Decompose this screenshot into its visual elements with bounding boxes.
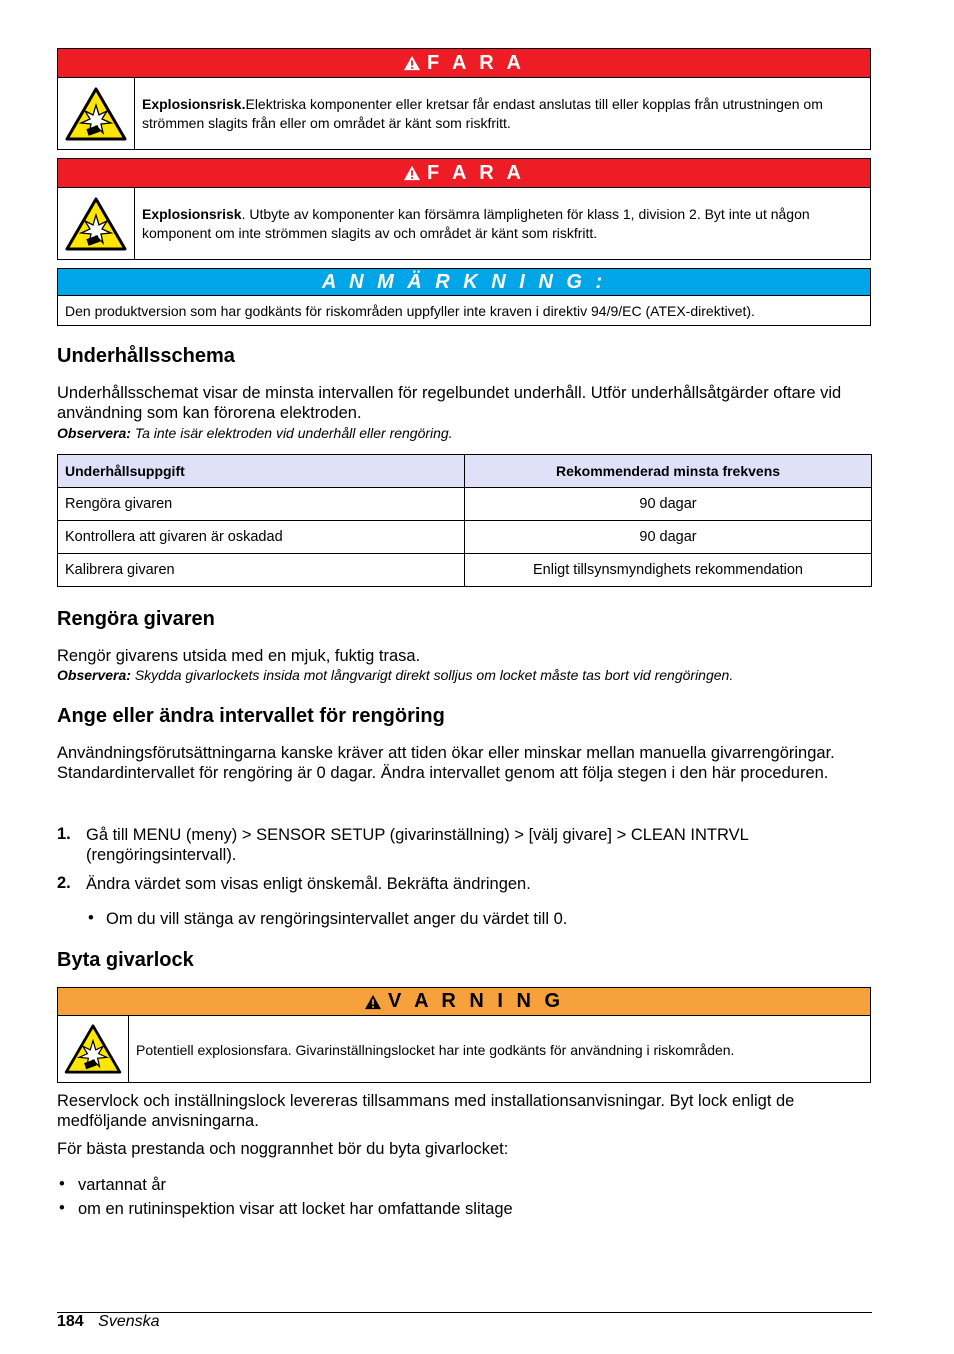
table-cell: Enligt tillsynsmyndighets rekommendation xyxy=(465,554,872,587)
danger-box-1 xyxy=(57,48,871,150)
footer xyxy=(57,1313,160,1331)
section-paragraph: Reservlock och inställningslock levereras tillsammans med installationsanvisningar. Byt lock enligt de medföljande anvisningarna. xyxy=(57,1092,795,1130)
warning-triangle-icon xyxy=(403,55,421,71)
explosion-icon-cell xyxy=(58,78,135,149)
table-row xyxy=(58,554,872,587)
table-cell: 90 dagar xyxy=(465,521,872,554)
warning-triangle-icon xyxy=(403,165,421,181)
warning-message: Potentiell explosionsfara. Givarinställningslocket har inte godkänts för användning i riskområden. xyxy=(136,1042,735,1058)
danger-header xyxy=(58,49,870,78)
notice-box xyxy=(57,268,871,326)
note-label: Observera: xyxy=(57,425,131,441)
danger-message-text: Elektriska komponenter eller kretsar får endast anslutas till eller kopplas från utrustningen om strömmen slagits från eller om området är känt som riskfritt. xyxy=(142,96,823,131)
explosion-hazard-icon xyxy=(65,197,127,251)
table-row xyxy=(58,488,872,521)
bullet-marker: • xyxy=(59,1175,65,1193)
table-header-row xyxy=(58,455,872,488)
section-note xyxy=(57,667,733,683)
section-paragraph: Användningsförutsättningarna kanske kräver att tiden ökar eller minskar mellan manuella givarrengöringar. Standardintervallet för rengöring är 0 dagar. Ändra intervallet genom att följa stegen i den här proceduren. xyxy=(57,744,835,782)
table-header-cell: Rekommenderad minsta frekvens xyxy=(465,455,872,488)
section-paragraph: Rengör givarens utsida med en mjuk, fuktig trasa. xyxy=(57,647,421,665)
danger-message-bold: Explosionsrisk xyxy=(142,206,242,222)
warning-header-label: V A R N I N G xyxy=(387,990,565,1012)
warning-triangle-icon xyxy=(364,994,382,1010)
step-text: Ändra värdet som visas enligt önskemål. Bekräfta ändringen. xyxy=(86,875,531,893)
note-text: Skydda givarlockets insida mot långvarigt direkt solljus om locket måste tas bort vid rengöringen. xyxy=(130,667,734,683)
table-header-cell: Underhållsuppgift xyxy=(58,455,465,488)
table-row xyxy=(58,521,872,554)
danger-header xyxy=(58,159,870,188)
list-item: vartannat år xyxy=(78,1176,167,1194)
note-label: Observera: xyxy=(57,667,131,683)
danger-box-2 xyxy=(57,158,871,260)
table-cell: Kalibrera givaren xyxy=(58,554,465,587)
footer-language: Svenska xyxy=(98,1313,160,1330)
notice-header xyxy=(58,269,870,296)
notice-header-label: A N M Ä R K N I N G : xyxy=(321,270,607,293)
sub-bullet-text: Om du vill stänga av rengöringsintervallet anger du värdet till 0. xyxy=(106,910,568,928)
explosion-icon-cell xyxy=(58,188,135,259)
section-note xyxy=(57,425,453,441)
danger-message xyxy=(142,95,862,133)
section-title-underhallsschema: Underhållsschema xyxy=(57,345,235,367)
section-paragraph: Underhållsschemat visar de minsta intervallen för regelbundet underhåll. Utför underhållsåtgärder oftare vid användning som kan förorena elektroden. xyxy=(57,384,842,422)
step-text: Gå till MENU (meny) > SENSOR SETUP (givarinställning) > [välj givare] > CLEAN INTRVL (rengöringsintervall). xyxy=(86,826,749,864)
list-item: om en rutininspektion visar att locket har omfattande slitage xyxy=(78,1200,513,1218)
table-cell: Kontrollera att givaren är oskadad xyxy=(58,521,465,554)
table-cell: Rengöra givaren xyxy=(58,488,465,521)
bullet-marker: • xyxy=(88,909,94,927)
danger-header-label: F A R A xyxy=(427,161,525,184)
table-cell: 90 dagar xyxy=(465,488,872,521)
maintenance-table xyxy=(57,454,872,587)
warning-header xyxy=(58,988,870,1016)
explosion-hazard-icon xyxy=(65,87,127,141)
footer-divider xyxy=(57,1312,872,1313)
warning-box xyxy=(57,987,871,1083)
notice-message: Den produktversion som har godkänts för riskområden uppfyller inte kraven i direktiv 94/9/EC (ATEX-direktivet). xyxy=(65,303,755,319)
section-title-ange-intervall: Ange eller ändra intervallet för rengöring xyxy=(57,705,445,727)
step-number: 1. xyxy=(57,825,71,843)
section-paragraph: För bästa prestanda och noggrannhet bör du byta givarlocket: xyxy=(57,1140,509,1158)
note-text: Ta inte isär elektroden vid underhåll eller rengöring. xyxy=(130,425,453,441)
step-number: 2. xyxy=(57,874,71,892)
danger-message-bold: Explosionsrisk. xyxy=(142,96,246,112)
page-number: 184 xyxy=(57,1313,84,1330)
danger-message-text: . Utbyte av komponenter kan försämra lämpligheten för klass 1, division 2. Byt inte ut någon komponent om inte strömmen slagits av och området är känt som riskfritt. xyxy=(142,206,810,241)
section-title-byta-givarlock: Byta givarlock xyxy=(57,949,194,971)
section-title-rengora-givaren: Rengöra givaren xyxy=(57,608,215,630)
explosion-icon-cell xyxy=(58,1016,129,1082)
explosion-hazard-icon xyxy=(64,1024,122,1074)
danger-header-label: F A R A xyxy=(427,51,525,74)
bullet-marker: • xyxy=(59,1199,65,1217)
danger-message xyxy=(142,205,862,243)
